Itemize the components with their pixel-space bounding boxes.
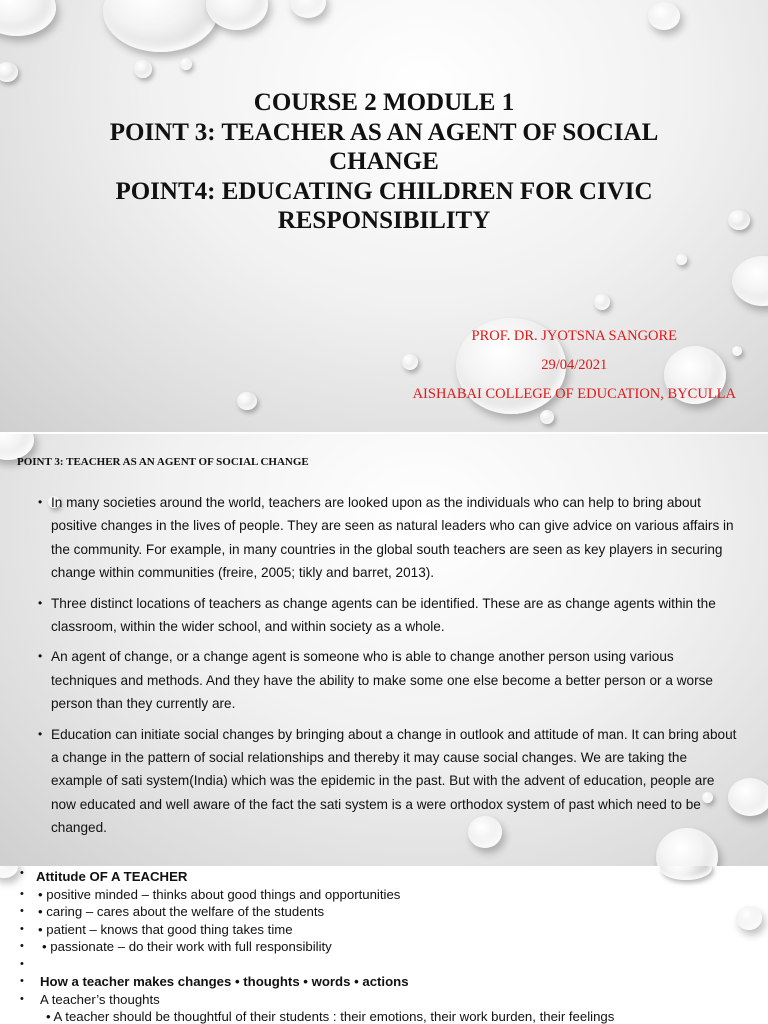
water-drop: [0, 62, 18, 82]
bullet-icon: •: [20, 867, 24, 879]
water-drop: [676, 254, 687, 265]
bullet-icon: •: [20, 957, 24, 970]
list-item-text: In many societies around the world, teachers are looked upon as the individuals who can help to bring about positive changes in the lives of people. They are seen as natural leaders who can give advice on various affairs in the community. For example, in many countries in the global south teachers are seen as key players in securing change within communities (freire, 2005; tikly and barret, 2013).: [51, 495, 734, 581]
water-drop: [648, 2, 680, 30]
list-item-text: An agent of change, or a change agent is someone who is able to change another person using various techniques and methods. And they have the ability to make some one else become a better person or a worse person than they currently are.: [51, 649, 713, 712]
attitude-slide: [0, 866, 768, 1024]
list-item: [38, 491, 738, 585]
title-line: RESPONSIBILITY: [277, 207, 491, 234]
water-drop: [134, 60, 152, 78]
list-item-text: How a teacher makes changes • thoughts • words • actions: [40, 974, 409, 989]
list-item-text: • passionate – do their work with full responsibility: [42, 939, 332, 954]
list-item: [0, 973, 768, 991]
list-item: [0, 991, 768, 1009]
water-drop: [290, 0, 326, 18]
slide-subtitle: [413, 322, 736, 409]
list-item-text: • caring – cares about the welfare of the students: [38, 904, 325, 919]
list-item-text: Attitude OF A TEACHER: [36, 869, 188, 884]
bullet-icon: •: [20, 887, 24, 900]
water-drop: [180, 58, 192, 70]
water-drop: [206, 0, 268, 30]
list-item: [0, 903, 768, 921]
bullet-icon: •: [20, 922, 24, 935]
bullet-icon: •: [38, 726, 43, 741]
bullet-icon: •: [20, 905, 24, 917]
title-line: POINT4: EDUCATING CHILDREN FOR CIVIC: [115, 177, 653, 205]
list-item-text: Three distinct locations of teachers as change agents can be identified. These are as change agents within the classroom, within the wider school, and within society as a whole.: [51, 595, 716, 635]
list-item: [0, 1008, 768, 1024]
list-item-text: A teacher’s thoughts: [40, 991, 160, 1007]
list-item: [0, 868, 768, 886]
presentation-date: 29/04/2021: [541, 357, 608, 373]
list-item: [0, 886, 768, 904]
title-line: COURSE 2 MODULE 1: [253, 89, 515, 116]
author-name: PROF. DR. JYOTSNA SANGORE: [471, 328, 678, 344]
water-drop: [732, 256, 768, 306]
bullet-icon: •: [38, 595, 43, 610]
list-item: [38, 723, 738, 840]
bullet-icon: •: [20, 940, 24, 952]
slide-title: [60, 88, 708, 236]
bullet-list: [38, 491, 738, 847]
list-item: [0, 938, 768, 956]
bullet-icon: •: [38, 649, 43, 664]
list-item: [38, 645, 738, 715]
attitude-list: [0, 868, 768, 1024]
list-item-text: • A teacher should be thoughtful of their students : their emotions, their work burden, their feelings: [46, 1009, 615, 1024]
slide-heading: POINT 3: TEACHER AS AN AGENT OF SOCIAL CHANGE: [17, 456, 309, 468]
bullet-icon: •: [20, 975, 24, 987]
list-item: [0, 956, 768, 974]
institution-name: AISHABAI COLLEGE OF EDUCATION, BYCULLA: [412, 386, 736, 402]
list-item-text: Education can initiate social changes by bringing about a change in outlook and attitude of man. It can bring about a change in the pattern of social relationships and thereby it may cause social changes. We are taking the example of sati system(India) which was the epidemic in the past. But with the advent of education, people are now educated and well aware of the fact the sati system is a were orthodox system of past which need to be changed.: [51, 726, 737, 836]
title-line: POINT 3: TEACHER AS AN AGENT OF SOCIAL: [109, 118, 659, 146]
water-drop: [540, 410, 554, 424]
list-item-text: • patient – knows that good thing takes time: [38, 921, 293, 937]
list-item-text: • positive minded – thinks about good things and opportunities: [38, 886, 401, 902]
water-drop: [594, 294, 610, 310]
list-item: [38, 592, 738, 639]
water-drop: [103, 0, 218, 52]
title-slide: [0, 0, 768, 432]
list-item: [0, 921, 768, 939]
bullet-icon: •: [38, 495, 43, 509]
content-slide: [0, 434, 768, 866]
water-drop: [0, 0, 56, 36]
bullet-icon: •: [20, 992, 24, 1005]
water-drop: [728, 210, 750, 230]
water-drop: [237, 392, 257, 410]
title-line: CHANGE: [329, 148, 439, 175]
